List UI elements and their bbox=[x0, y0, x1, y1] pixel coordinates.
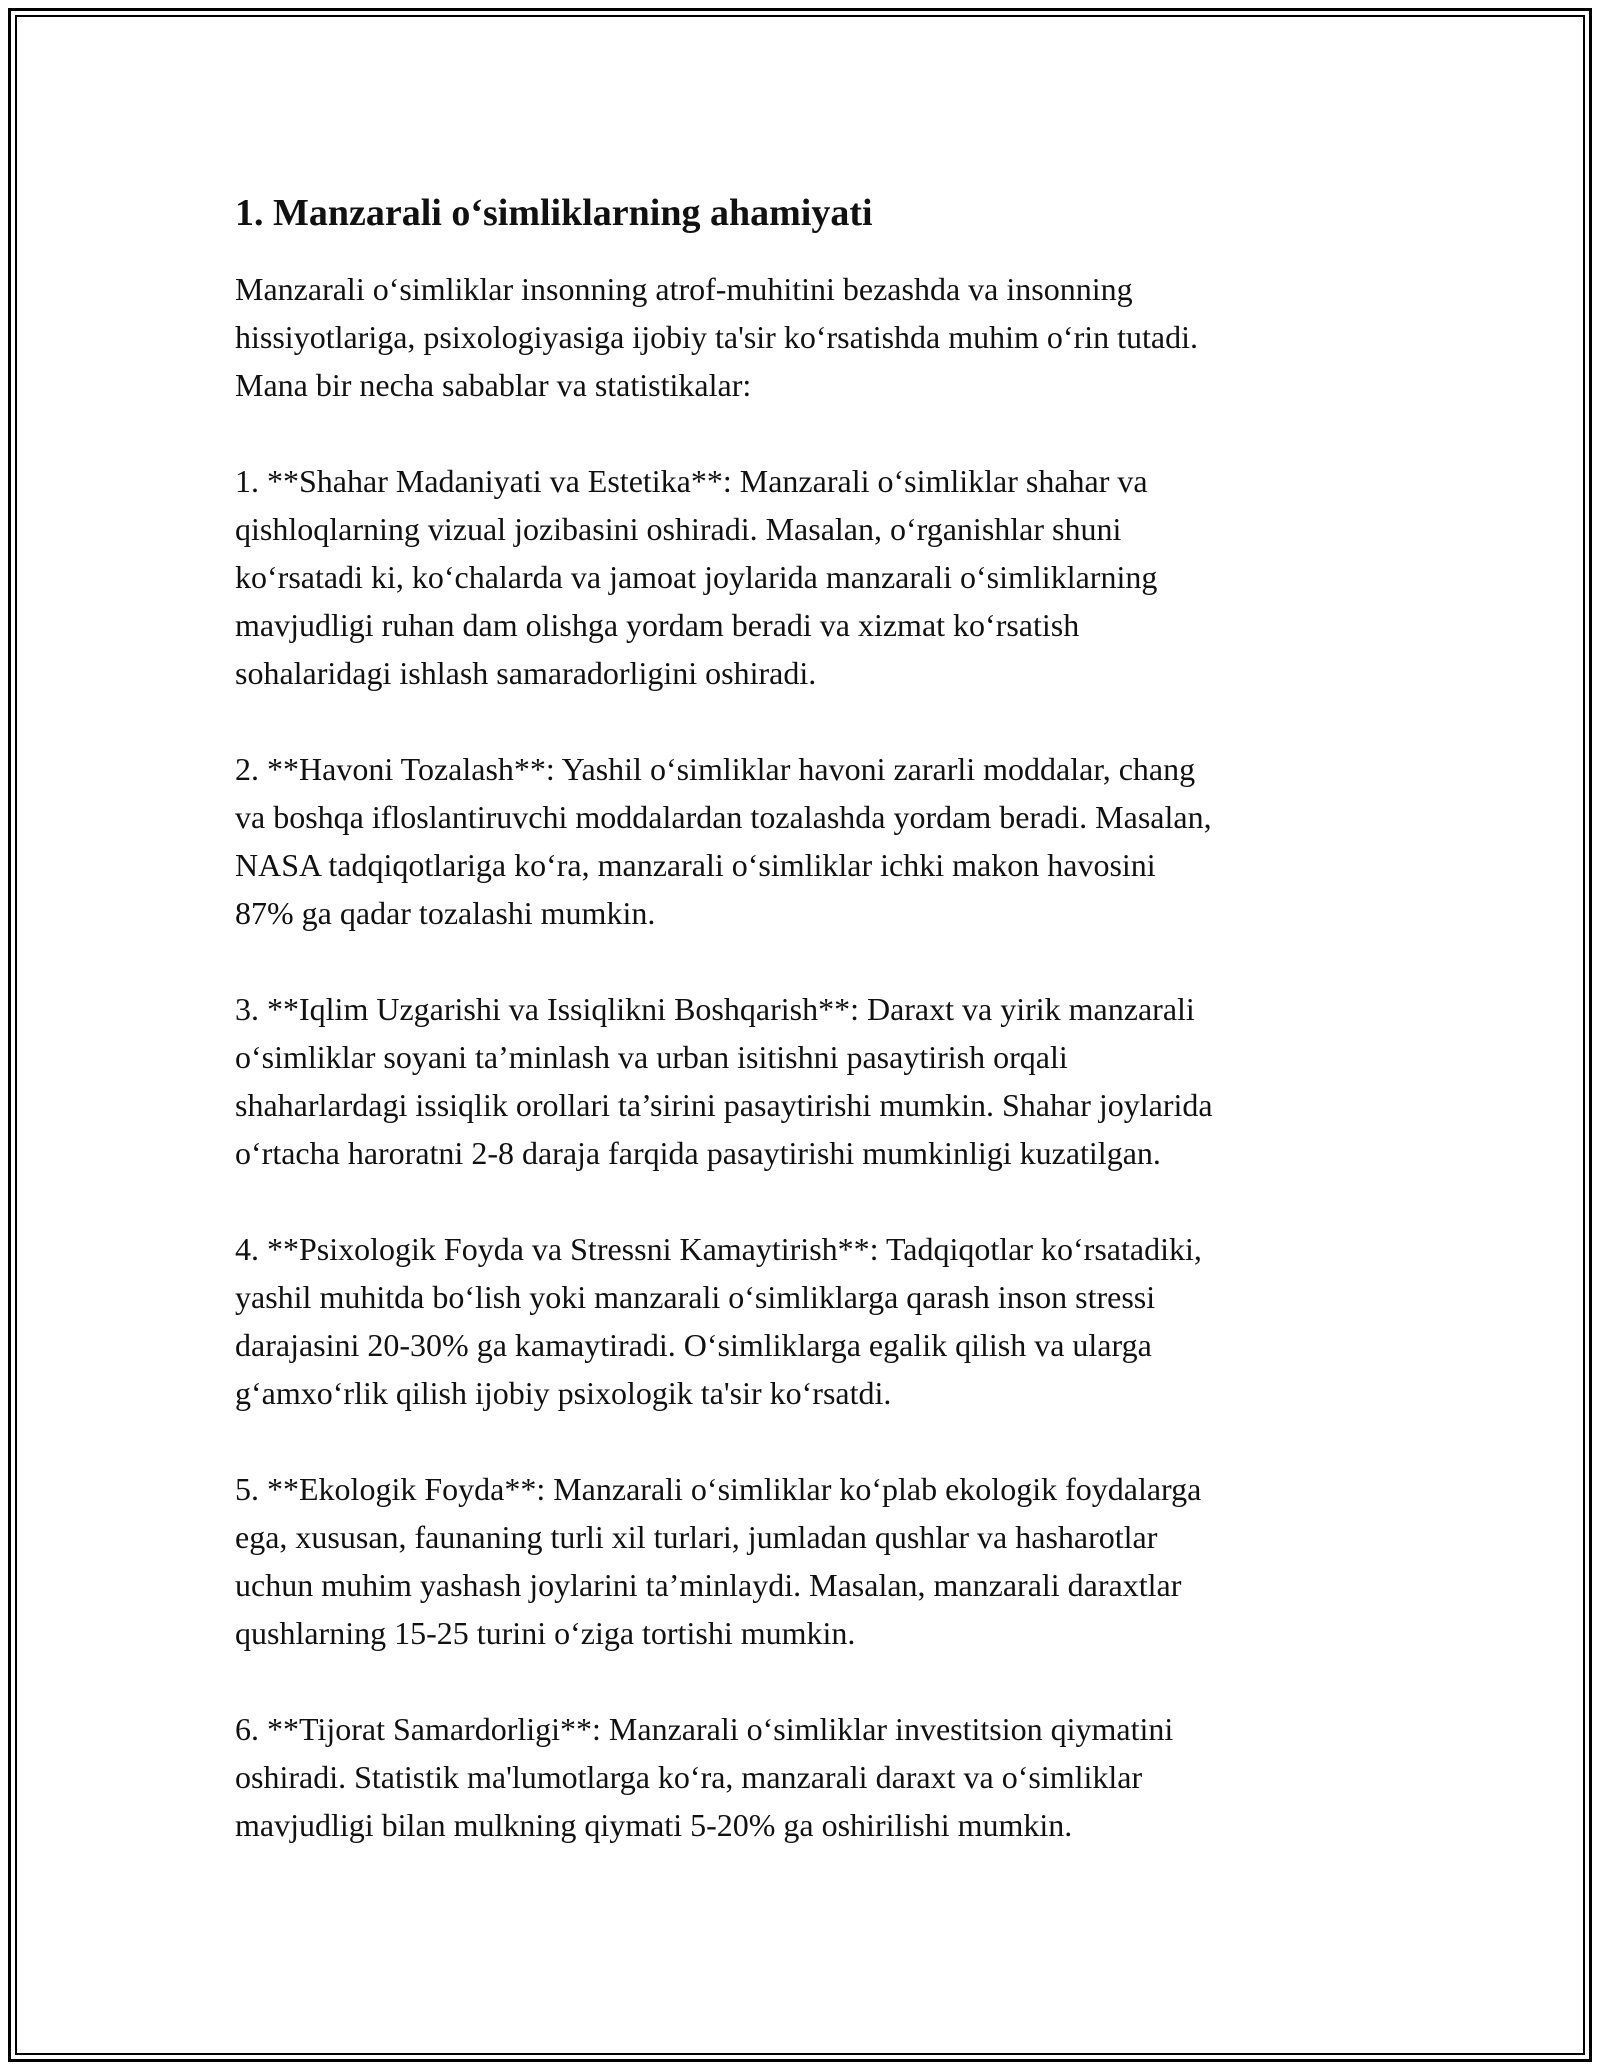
paragraph-commercial-value: 6. **Tijorat Samardorligi**: Manzarali o‘simliklar investitsion qiymatini oshiradi. Statistik ma'lumotlarga ko‘ra, manzarali daraxt va o‘simliklar mavjudligi bilan mulkning qiymati 5-20% ga oshirilishi mumkin. bbox=[235, 1711, 1174, 1843]
intro-paragraph: Manzarali o‘simliklar insonning atrof-muhitini bezashda va insonning hissiyotlariga, psixologiyasiga ijobiy ta'sir ko‘rsatishda muhim o‘rin tutadi. Mana bir necha sabablar va statistikalar: bbox=[235, 271, 1198, 403]
paragraph-psychological-benefit: 4. **Psixologik Foyda va Stressni Kamaytirish**: Tadqiqotlar ko‘rsatadiki, yashil muhitda bo‘lish yoki manzarali o‘simliklarga qarash inson stressi darajasini 20-30% ga kamaytiradi. O‘simliklarga egalik qilish va ularga g‘amxo‘rlik qilish ijobiy psixologik ta'sir ko‘rsatdi. bbox=[235, 1231, 1202, 1411]
section-heading: 1. Manzarali o‘simliklarning ahamiyati bbox=[235, 192, 873, 234]
paragraph-ecological-benefit: 5. **Ekologik Foyda**: Manzarali o‘simliklar ko‘plab ekologik foydalarga ega, xususan, faunaning turli xil turlari, jumladan qushlar va hasharotlar uchun muhim yashash joylarini ta’minlaydi. Masalan, manzarali daraxtlar qushlarning 15-25 turini o‘ziga tortishi mumkin. bbox=[235, 1471, 1202, 1651]
document-body bbox=[235, 185, 1375, 1897]
paragraph-urban-aesthetics: 1. **Shahar Madaniyati va Estetika**: Manzarali o‘simliklar shahar va qishloqlarning vizual jozibasini oshiradi. Masalan, o‘rganishlar shuni ko‘rsatadi ki, ko‘chalarda va jamoat joylarida manzarali o‘simliklarning mavjudligi ruhan dam olishga yordam beradi va xizmat ko‘rsatish sohalaridagi ishlash samaradorligini oshiradi. bbox=[235, 463, 1158, 691]
paragraph-air-purification: 2. **Havoni Tozalash**: Yashil o‘simliklar havoni zararli moddalar, chang va boshqa ifloslantiruvchi moddalardan tozalashda yordam beradi. Masalan, NASA tadqiqotlariga ko‘ra, manzarali o‘simliklar ichki makon havosini 87% ga qadar tozalashi mumkin. bbox=[235, 751, 1212, 931]
paragraph-climate-heat: 3. **Iqlim Uzgarishi va Issiqlikni Boshqarish**: Daraxt va yirik manzarali o‘simliklar soyani ta’minlash va urban isitishni pasaytirish orqali shaharlardagi issiqlik orollari ta’sirini pasaytirishi mumkin. Shahar joylarida o‘rtacha haroratni 2-8 daraja farqida pasaytirishi mumkinligi kuzatilgan. bbox=[235, 991, 1213, 1171]
